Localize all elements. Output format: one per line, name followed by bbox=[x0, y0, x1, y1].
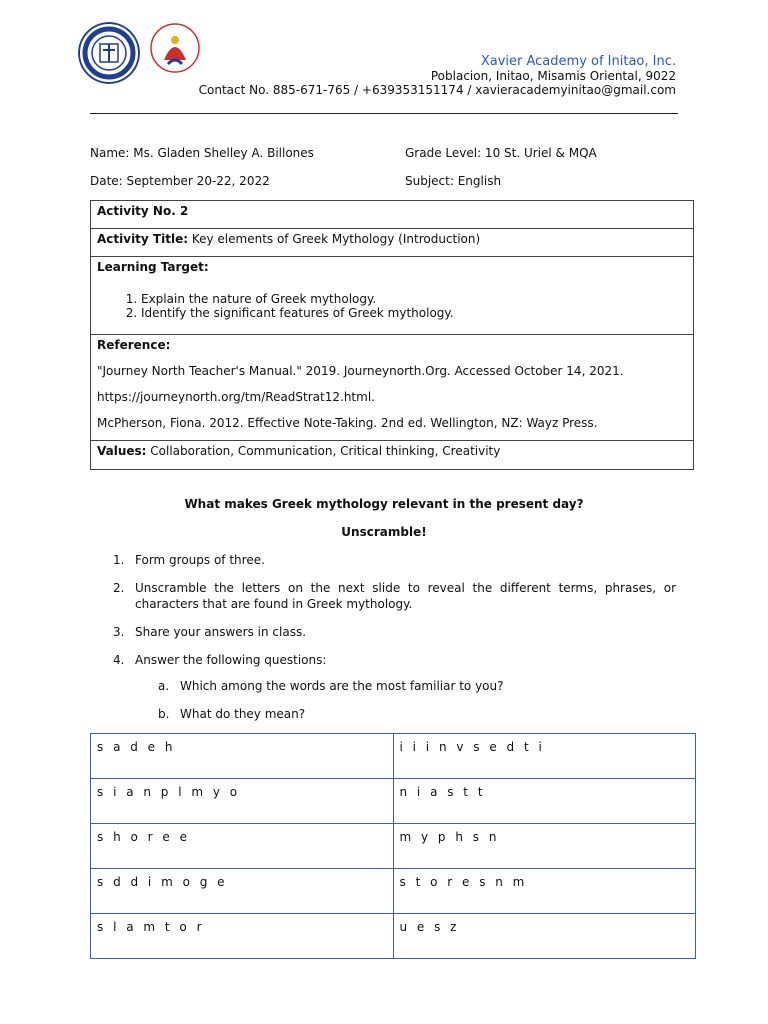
instruction-text: Answer the following questions: bbox=[135, 653, 327, 667]
learning-target-label: Learning Target: bbox=[97, 260, 209, 274]
table-row bbox=[91, 824, 696, 869]
instruction-number: 4. bbox=[113, 653, 125, 667]
learning-target-item: 2. Identify the significant features of Greek mythology. bbox=[141, 306, 687, 320]
school-name: Xavier Academy of Initao, Inc. bbox=[480, 54, 676, 69]
sub-question-item bbox=[158, 679, 678, 693]
instruction-text: Unscramble the letters on the next slide to reveal the different terms, phrases, or characters that are found in Greek mythology. bbox=[135, 581, 676, 611]
instruction-item bbox=[113, 624, 676, 640]
instruction-item bbox=[113, 580, 676, 612]
scrambled-word-cell: s d d i m o g e bbox=[91, 869, 394, 914]
scrambled-word-cell: s t o r e s n m bbox=[393, 869, 696, 914]
learning-target-item: 1. Explain the nature of Greek mythology. bbox=[141, 292, 687, 306]
instruction-number: 2. bbox=[113, 581, 125, 595]
grade-level: Grade Level: 10 St. Uriel & MQA bbox=[405, 146, 597, 160]
sub-question-letter: a. bbox=[158, 679, 170, 693]
scrambled-word-cell: n i a s t t bbox=[393, 779, 696, 824]
table-row bbox=[91, 779, 696, 824]
table-row bbox=[91, 914, 696, 959]
values-label: Values: bbox=[97, 444, 147, 458]
subject: Subject: English bbox=[405, 174, 502, 188]
header-divider bbox=[90, 113, 678, 114]
scrambled-words-table bbox=[90, 733, 696, 959]
school-seal-icon bbox=[78, 22, 140, 84]
instruction-item bbox=[113, 552, 676, 568]
learning-target-row bbox=[91, 257, 693, 335]
reference-item: McPherson, Fiona. 2012. Effective Note-Taking. 2nd ed. Wellington, NZ: Wayz Press. bbox=[97, 416, 598, 430]
instruction-number: 1. bbox=[113, 553, 125, 567]
scrambled-word-cell: s i a n p l m y o bbox=[91, 779, 394, 824]
activity-date: Date: September 20-22, 2022 bbox=[90, 174, 270, 188]
sub-question-text: What do they mean? bbox=[180, 707, 306, 721]
instruction-number: 3. bbox=[113, 625, 125, 639]
guiding-question: What makes Greek mythology relevant in the present day? bbox=[184, 497, 584, 511]
academy-crest-icon bbox=[150, 20, 200, 78]
activity-number: Activity No. 2 bbox=[97, 204, 189, 218]
reference-label: Reference: bbox=[97, 338, 171, 352]
school-address: Poblacion, Initao, Misamis Oriental, 9022 bbox=[430, 69, 676, 83]
sub-question-text: Which among the words are the most familiar to you? bbox=[180, 679, 504, 693]
teacher-name: Name: Ms. Gladen Shelley A. Billones bbox=[90, 146, 314, 160]
table-row bbox=[91, 734, 696, 779]
activity-title: Key elements of Greek Mythology (Introduction) bbox=[191, 232, 481, 246]
scrambled-word-cell: s h o r e e bbox=[91, 824, 394, 869]
school-contact: Contact No. 885-671-765 / +639353151174 / xavieracademyinitao@gmail.com bbox=[198, 83, 676, 97]
scrambled-word-cell: i i i n v s e d t i bbox=[393, 734, 696, 779]
reference-url: https://journeynorth.org/tm/ReadStrat12.html. bbox=[97, 390, 375, 404]
scrambled-word-cell: s a d e h bbox=[91, 734, 394, 779]
activity-title-row bbox=[91, 229, 693, 257]
scrambled-word-cell: s l a m t o r bbox=[91, 914, 394, 959]
scrambled-word-cell: m y p h s n bbox=[393, 824, 696, 869]
sub-question-letter: b. bbox=[158, 707, 170, 721]
activity-title-label: Activity Title: bbox=[97, 232, 189, 246]
instruction-text: Form groups of three. bbox=[135, 553, 265, 567]
scrambled-word-cell: u e s z bbox=[393, 914, 696, 959]
reference-item: "Journey North Teacher's Manual." 2019. Journeynorth.Org. Accessed October 14, 2021. bbox=[97, 364, 624, 378]
activity-table bbox=[90, 200, 694, 470]
activity-number-row bbox=[91, 201, 693, 229]
values-text: Collaboration, Communication, Critical thinking, Creativity bbox=[150, 444, 501, 458]
learning-target-list bbox=[97, 292, 687, 320]
instruction-item bbox=[113, 652, 676, 668]
unscramble-heading: Unscramble! bbox=[341, 525, 427, 539]
reference-row bbox=[91, 335, 693, 441]
table-row bbox=[91, 869, 696, 914]
instruction-text: Share your answers in class. bbox=[135, 625, 307, 639]
values-row bbox=[91, 441, 693, 469]
sub-question-item bbox=[158, 707, 678, 721]
